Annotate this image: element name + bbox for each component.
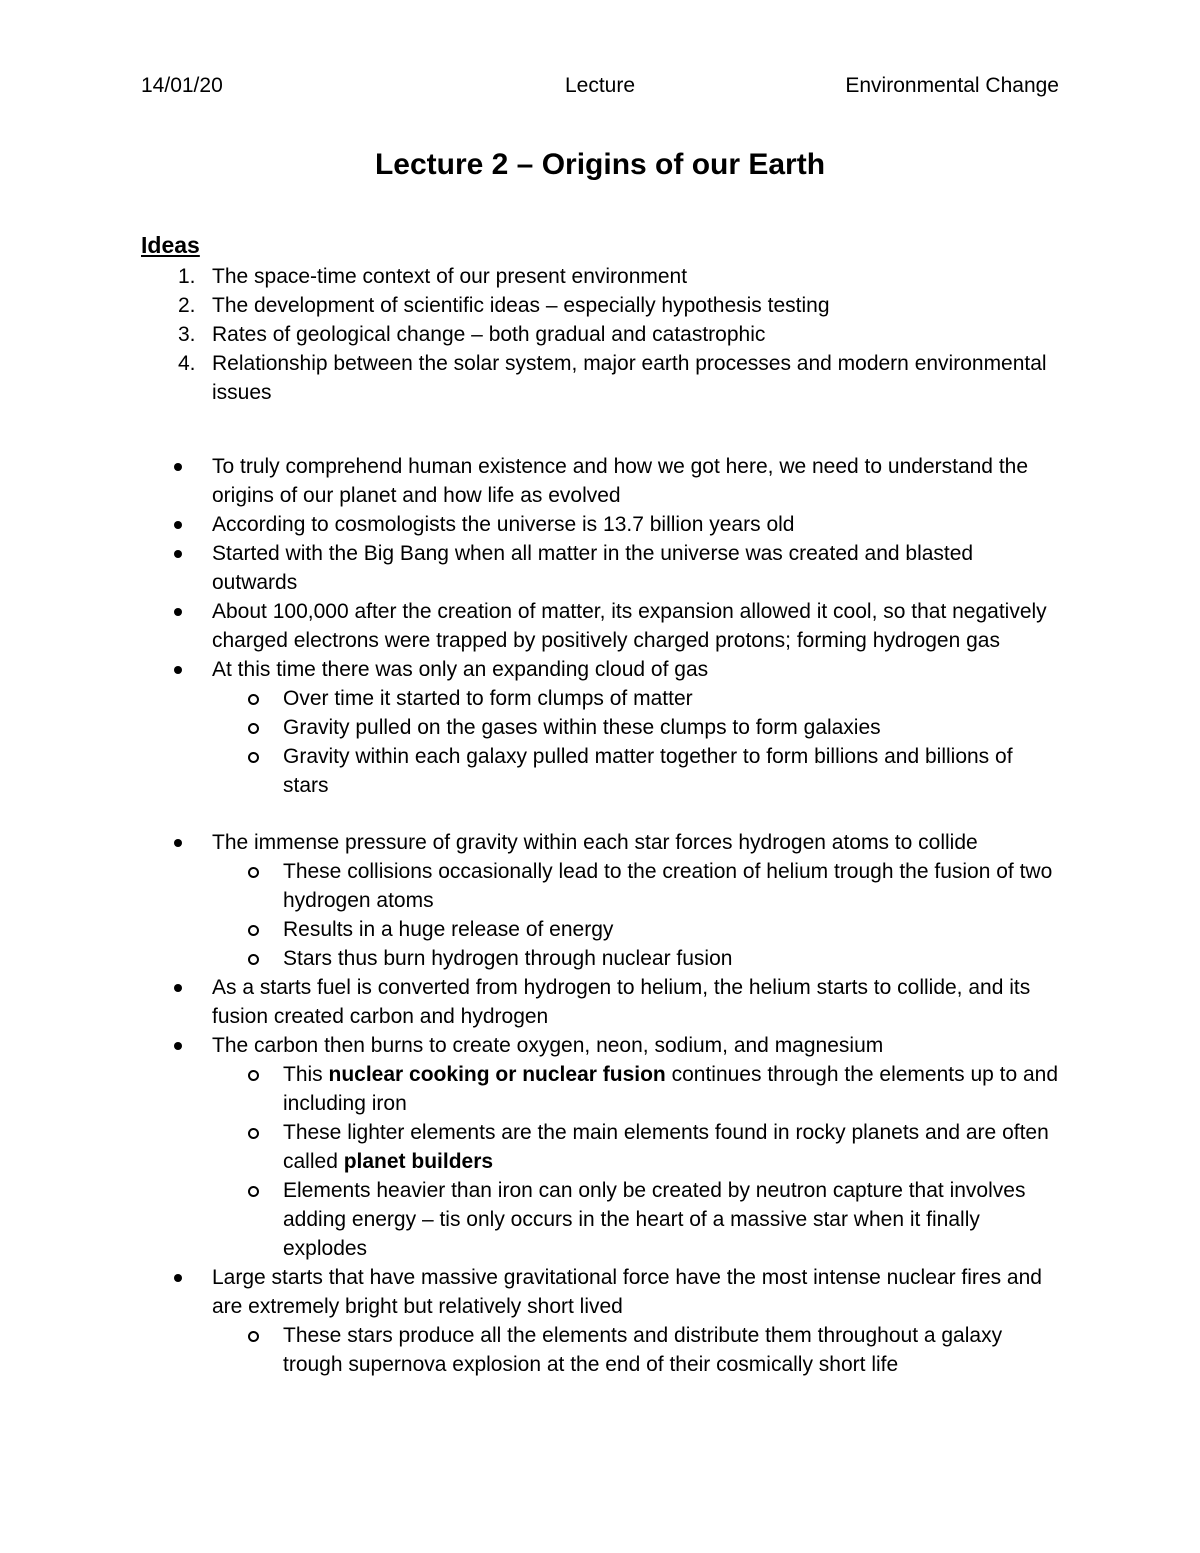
note-item — [141, 1263, 1061, 1379]
sub-text: Gravity within each galaxy pulled matter together to form billions and billions of stars — [283, 745, 1013, 797]
circle-bullet-icon — [248, 752, 259, 763]
sub-text-pre: These lighter elements are the main elements found in rocky planets and are often called — [283, 1121, 1049, 1173]
sub-item — [141, 1118, 1061, 1176]
page-title: Lecture 2 – Origins of our Earth — [374, 148, 826, 181]
sub-item — [141, 915, 1061, 944]
spacer — [141, 800, 1061, 828]
header-type: Lecture — [564, 74, 636, 97]
ideas-item-number: 1. — [178, 265, 196, 288]
ideas-heading: Ideas — [141, 232, 200, 258]
sub-list — [141, 684, 1061, 800]
circle-bullet-icon — [248, 694, 259, 705]
sub-item — [141, 857, 1061, 915]
sub-text: These stars produce all the elements and distribute them throughout a galaxy trough supernova explosion at the end of their cosmically short life — [283, 1324, 1003, 1376]
ideas-item-number: 3. — [178, 323, 196, 346]
sub-text: Gravity pulled on the gases within these clumps to form galaxies — [283, 716, 881, 739]
sub-text: Results in a huge release of energy — [283, 918, 614, 941]
sub-item — [141, 1176, 1061, 1263]
bullet-icon — [174, 521, 182, 529]
sub-item — [141, 684, 1061, 713]
bullet-icon — [174, 550, 182, 558]
note-item — [141, 510, 1061, 539]
sub-text-bold: nuclear cooking or nuclear fusion — [328, 1063, 666, 1086]
note-text: Large starts that have massive gravitational force have the most intense nuclear fires and are extremely bright but relatively short lived — [212, 1266, 1042, 1318]
sub-item — [141, 944, 1061, 973]
bullet-icon — [174, 608, 182, 616]
note-item — [141, 655, 1061, 800]
ideas-item — [141, 262, 1061, 291]
ideas-item-text: The development of scientific ideas – especially hypothesis testing — [212, 294, 830, 317]
ideas-item — [141, 291, 1061, 320]
sub-text: Over time it started to form clumps of matter — [283, 687, 693, 710]
note-item — [141, 973, 1061, 1031]
spacer — [141, 407, 1061, 452]
bullet-icon — [174, 463, 182, 471]
note-item — [141, 597, 1061, 655]
bullet-icon — [174, 1042, 182, 1050]
circle-bullet-icon — [248, 954, 259, 965]
sub-item — [141, 1321, 1061, 1379]
sub-text: These collisions occasionally lead to the creation of helium trough the fusion of two hydrogen atoms — [283, 860, 1053, 912]
bullet-icon — [174, 984, 182, 992]
note-item — [141, 1031, 1061, 1263]
note-text: To truly comprehend human existence and how we got here, we need to understand the origins of our planet and how life as evolved — [212, 455, 1029, 507]
sub-list — [141, 1321, 1061, 1379]
bullet-icon — [174, 1274, 182, 1282]
note-item — [141, 828, 1061, 973]
note-text: About 100,000 after the creation of matter, its expansion allowed it cool, so that negatively charged electrons were trapped by positively charged protons; forming hydrogen gas — [212, 600, 1047, 652]
bullet-icon — [174, 666, 182, 674]
circle-bullet-icon — [248, 925, 259, 936]
ideas-item-number: 2. — [178, 294, 196, 317]
sub-text-bold: planet builders — [343, 1150, 494, 1173]
notes-list-2 — [141, 828, 1061, 1379]
sub-text-pre: This — [283, 1063, 329, 1086]
note-text: As a starts fuel is converted from hydrogen to helium, the helium starts to collide, and its fusion created carbon and hydrogen — [212, 976, 1031, 1028]
note-text: According to cosmologists the universe is 13.7 billion years old — [212, 513, 795, 536]
sub-text-post: continues through the elements up to and including iron — [283, 1063, 1059, 1115]
circle-bullet-icon — [248, 1186, 259, 1197]
document-body — [141, 228, 1061, 1379]
circle-bullet-icon — [248, 1331, 259, 1342]
ideas-item-text: Relationship between the solar system, major earth processes and modern environmental issues — [212, 352, 1047, 404]
sub-list — [141, 1060, 1061, 1263]
sub-item — [141, 713, 1061, 742]
note-text: The immense pressure of gravity within each star forces hydrogen atoms to collide — [212, 831, 978, 854]
note-text: The carbon then burns to create oxygen, neon, sodium, and magnesium — [212, 1034, 884, 1057]
ideas-item-text: The space-time context of our present environment — [212, 265, 688, 288]
circle-bullet-icon — [248, 867, 259, 878]
note-text: Started with the Big Bang when all matter in the universe was created and blasted outwards — [212, 542, 974, 594]
sub-item — [141, 742, 1061, 800]
sub-list — [141, 857, 1061, 973]
sub-item — [141, 1060, 1061, 1118]
circle-bullet-icon — [248, 1070, 259, 1081]
ideas-item-number: 4. — [178, 352, 196, 375]
ideas-list — [141, 262, 1061, 407]
note-item — [141, 539, 1061, 597]
ideas-item-text: Rates of geological change – both gradual and catastrophic — [212, 323, 766, 346]
circle-bullet-icon — [248, 1128, 259, 1139]
note-text: At this time there was only an expanding cloud of gas — [212, 658, 709, 681]
header-date: 14/01/20 — [141, 74, 223, 97]
sub-text: Stars thus burn hydrogen through nuclear fusion — [283, 947, 733, 970]
notes-list-1 — [141, 452, 1061, 800]
header-course: Environmental Change — [845, 74, 1059, 97]
ideas-item — [141, 320, 1061, 349]
circle-bullet-icon — [248, 723, 259, 734]
bullet-icon — [174, 839, 182, 847]
ideas-item — [141, 349, 1061, 407]
sub-text: Elements heavier than iron can only be created by neutron capture that involves adding energy – tis only occurs in the heart of a massive star when it finally explodes — [283, 1179, 1026, 1260]
note-item — [141, 452, 1061, 510]
